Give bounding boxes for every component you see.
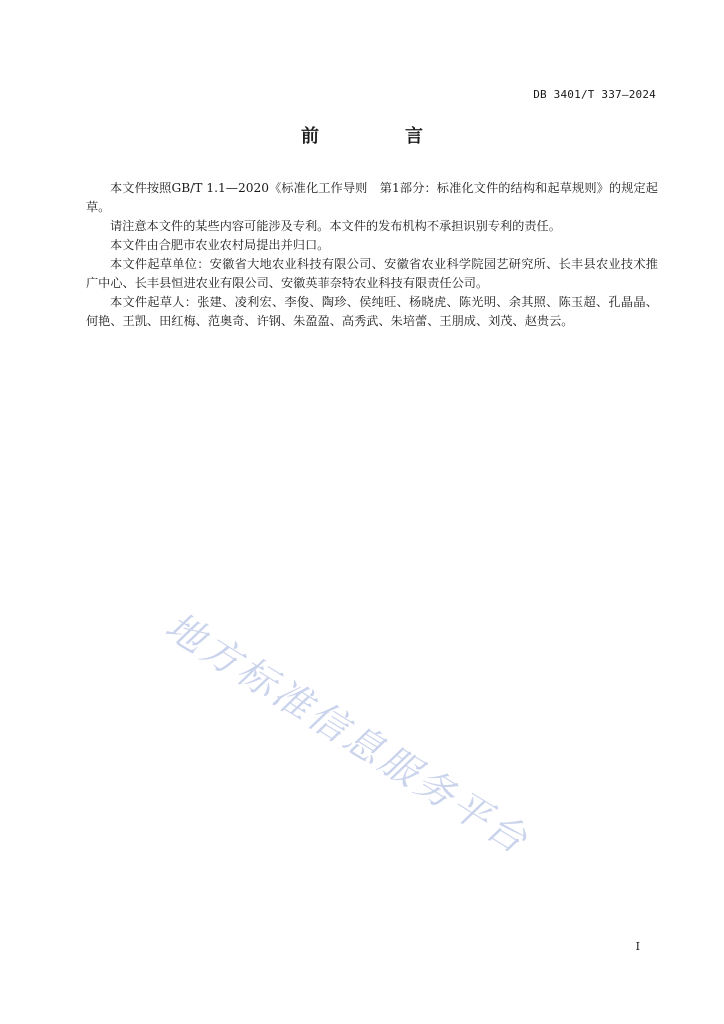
paragraph-drafting-units: 本文件起草单位：安徽省大地农业科技有限公司、安徽省农业科学院园艺研究所、长丰县农业技术推广中心、长丰县恒进农业有限公司、安徽英菲奈特农业科技有限责任公司。 xyxy=(86,257,658,290)
paragraph-patent-notice: 请注意本文件的某些内容可能涉及专利。本文件的发布机构不承担识别专利的责任。 xyxy=(110,219,561,233)
document-code: DB 3401/T 337—2024 xyxy=(533,88,656,101)
page-title: 前 言 xyxy=(301,126,457,147)
paragraph-proposer: 本文件由合肥市农业农村局提出并归口。 xyxy=(110,238,330,252)
page-number: I xyxy=(635,940,640,953)
body-text xyxy=(86,179,658,331)
paragraph-drafters: 本文件起草人：张建、凌利宏、李俊、陶珍、侯纯旺、杨晓虎、陈光明、余其照、陈玉超、孔晶晶、何艳、王凯、田红梅、范奥奇、许钢、朱盈盈、高秀武、朱培蕾、王朋成、刘茂、赵贵云。 xyxy=(86,295,658,328)
paragraph-drafting-rules: 本文件按照GB/T 1.1—2020《标准化工作导则 第1部分：标准化文件的结构和起草规则》的规定起草。 xyxy=(86,181,658,214)
watermark: 地方标准信息服务平台 xyxy=(157,603,538,864)
